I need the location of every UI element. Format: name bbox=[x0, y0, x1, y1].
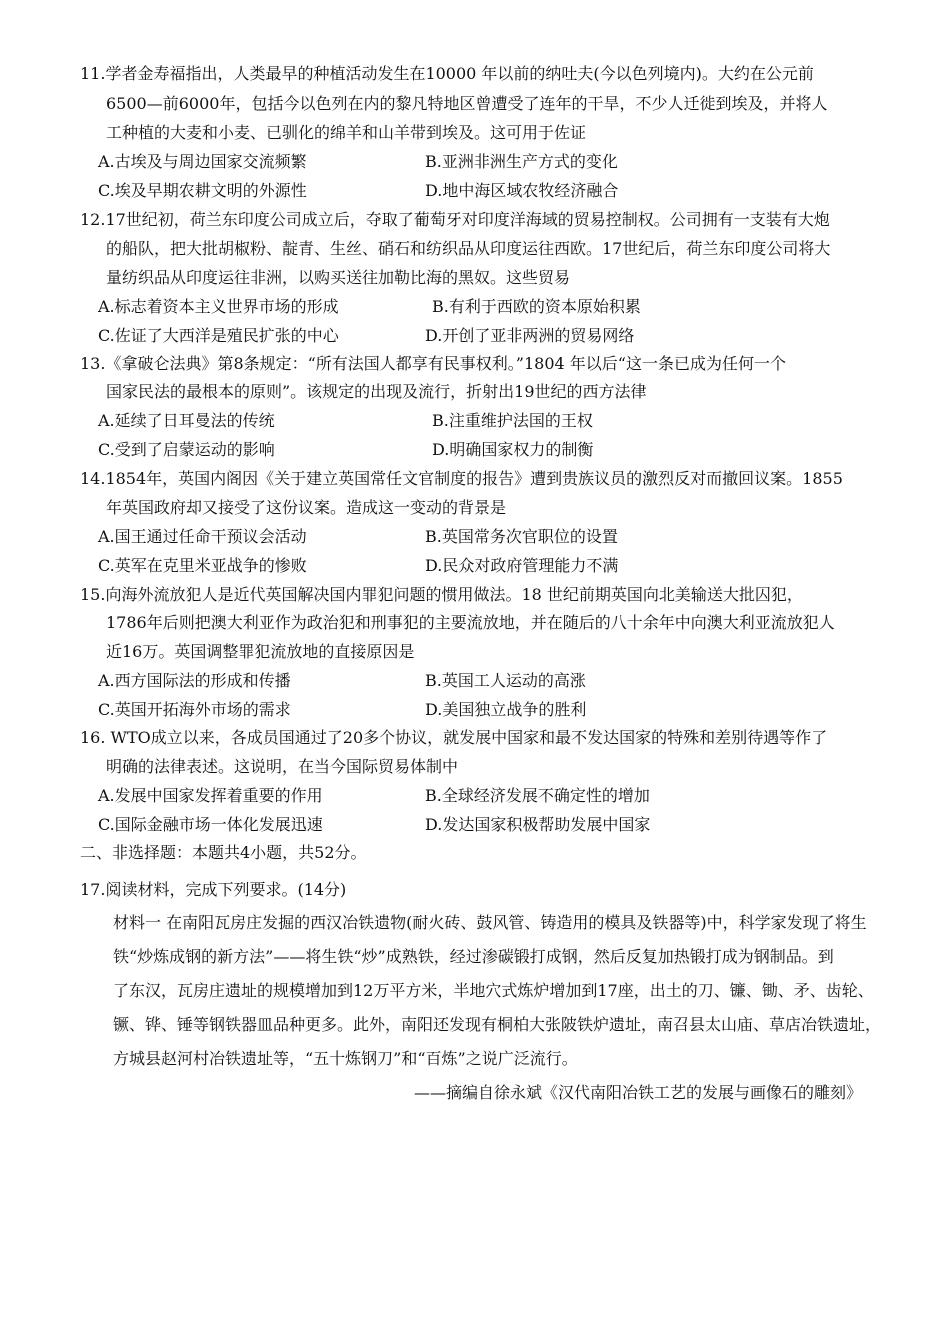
question-title: 17.阅读材料，完成下列要求。(14分) bbox=[80, 880, 347, 899]
option-c: C.受到了启蒙运动的影响 bbox=[98, 440, 275, 459]
option-c: C.英国开拓海外市场的需求 bbox=[98, 700, 291, 719]
option-a: A.古埃及与周边国家交流频繁 bbox=[98, 152, 307, 171]
question-stem-line: 12.17世纪初，荷兰东印度公司成立后，夺取了葡萄牙对印度洋海域的贸易控制权。公司拥有一支装有大炮 bbox=[80, 210, 830, 229]
option-a: A.延续了日耳曼法的传统 bbox=[98, 411, 275, 430]
material-line: 了东汉，瓦房庄遗址的规模增加到12万平方米，半地穴式炼炉增加到17座，出土的刀、镰、锄、矛、齿轮、 bbox=[113, 981, 874, 1000]
option-a: A.西方国际法的形成和传播 bbox=[98, 671, 291, 690]
question-stem-line: 量纺织品从印度运往非洲，以购买送往加勒比海的黑奴。这些贸易 bbox=[106, 268, 571, 287]
question-stem-line: 13.《拿破仑法典》第8条规定：“所有法国人都享有民事权利。”1804 年以后“这一条已成为任何一个 bbox=[80, 354, 786, 373]
question-stem-line: 的船队，把大批胡椒粉、靛青、生丝、硝石和纺织品从印度运往西欧。17世纪后，荷兰东印度公司将大 bbox=[106, 239, 831, 258]
option-b: B.注重维护法国的王权 bbox=[432, 411, 593, 430]
option-d: D.民众对政府管理能力不满 bbox=[425, 556, 619, 575]
option-b: B.有利于西欧的资本原始积累 bbox=[432, 297, 641, 316]
option-d: D.明确国家权力的制衡 bbox=[432, 440, 594, 459]
option-b: B.全球经济发展不确定性的增加 bbox=[425, 786, 650, 805]
question-stem-line: 11.学者金寿福指出，人类最早的种植活动发生在10000 年以前的纳吐夫(今以色列境内)。大约在公元前 bbox=[80, 64, 814, 83]
option-a: A.国王通过任命干预议会活动 bbox=[98, 527, 307, 546]
material-line: 镢、铧、锤等钢铁器皿品种更多。此外，南阳还发现有桐柏大张陂铁炉遗址，南召县太山庙、草店冶铁遗址， bbox=[113, 1015, 882, 1034]
section-heading: 二、非选择题：本题共4小题，共52分。 bbox=[80, 843, 367, 862]
option-a: A.标志着资本主义世界市场的形成 bbox=[98, 297, 339, 316]
option-d: D.开创了亚非两洲的贸易网络 bbox=[425, 326, 635, 345]
material-source: ——摘编自徐永斌《汉代南阳冶铁工艺的发展与画像石的雕刻》 bbox=[413, 1083, 862, 1102]
question-stem-line: 15.向海外流放犯人是近代英国解决国内罪犯问题的惯用做法。18 世纪前期英国向北美输送大批囚犯， bbox=[80, 585, 803, 604]
option-c: C.英军在克里米亚战争的惨败 bbox=[98, 556, 307, 575]
question-stem-line: 近16万。英国调整罪犯流放地的直接原因是 bbox=[106, 642, 415, 661]
option-b: B.亚洲非洲生产方式的变化 bbox=[425, 152, 618, 171]
material-line: 材料一 在南阳瓦房庄发掘的西汉冶铁遗物(耐火砖、鼓风管、铸造用的模具及铁器等)中，科学家发现了将生 bbox=[113, 913, 867, 932]
option-b: B.英国工人运动的高涨 bbox=[425, 671, 586, 690]
question-stem-line: 16. WTO成立以来，各成员国通过了20多个协议，就发展中国家和最不发达国家的特殊和差别待遇等作了 bbox=[80, 728, 828, 747]
option-d: D.美国独立战争的胜利 bbox=[425, 700, 587, 719]
question-stem-line: 国家民法的最根本的原则”。该规定的出现及流行，折射出19世纪的西方法律 bbox=[106, 382, 647, 401]
question-stem-line: 明确的法律表述。这说明，在当今国际贸易体制中 bbox=[106, 757, 459, 776]
option-c: C.国际金融市场一体化发展迅速 bbox=[98, 815, 323, 834]
question-stem-line: 工种植的大麦和小麦、已驯化的绵羊和山羊带到埃及。这可用于佐证 bbox=[106, 123, 587, 142]
option-c: C.佐证了大西洋是殖民扩张的中心 bbox=[98, 326, 339, 345]
material-line: 方城县赵河村冶铁遗址等，“五十炼钢刀”和“百炼”之说广泛流行。 bbox=[113, 1049, 578, 1068]
option-d: D.地中海区域农牧经济融合 bbox=[425, 181, 619, 200]
question-stem-line: 1786年后则把澳大利亚作为政治犯和刑事犯的主要流放地，并在随后的八十余年中向澳大利亚流放犯人 bbox=[106, 613, 835, 632]
option-d: D.发达国家积极帮助发展中国家 bbox=[425, 815, 651, 834]
option-a: A.发展中国家发挥着重要的作用 bbox=[98, 786, 323, 805]
option-c: C.埃及早期农耕文明的外源性 bbox=[98, 181, 307, 200]
question-stem-line: 14.1854年，英国内阁因《关于建立英国常任文官制度的报告》遭到贵族议员的激烈反对而撤回议案。1855 bbox=[80, 469, 843, 488]
option-b: B.英国常务次官职位的设置 bbox=[425, 527, 618, 546]
question-stem-line: 6500—前6000年，包括今以色列在内的黎凡特地区曾遭受了连年的干旱，不少人迁徙到埃及，并将人 bbox=[106, 94, 828, 113]
material-line: 铁“炒炼成钢的新方法”——将生铁“炒”成熟铁，经过渗碳锻打成钢，然后反复加热锻打成为钢制品。到 bbox=[113, 947, 834, 966]
question-stem-line: 年英国政府却又接受了这份议案。造成这一变动的背景是 bbox=[106, 498, 507, 517]
